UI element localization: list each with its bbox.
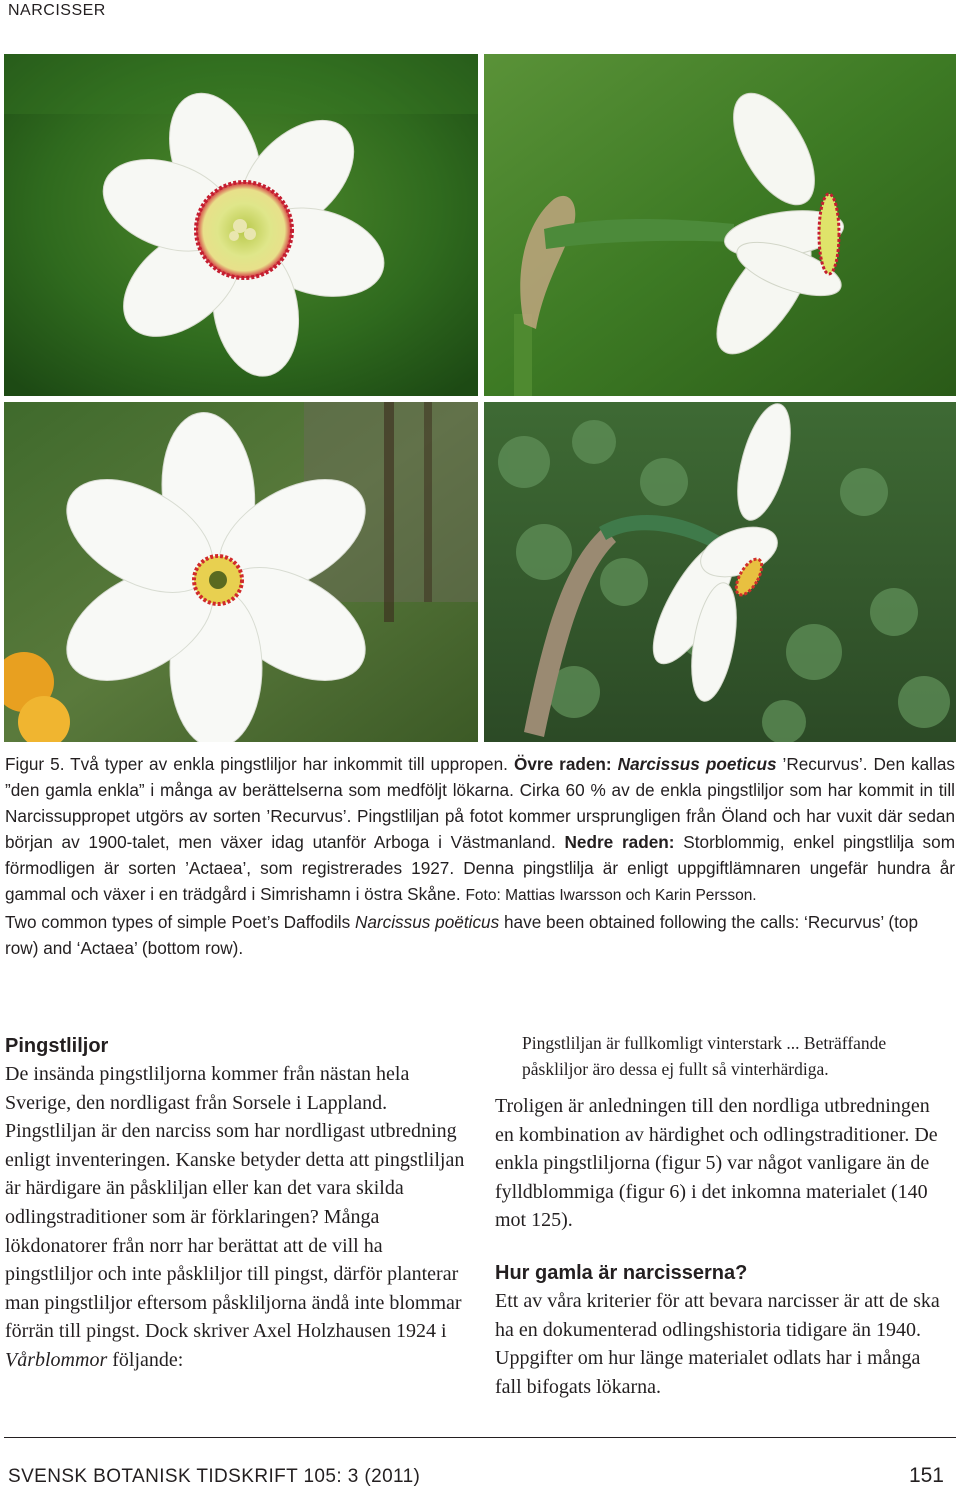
footer-divider [4,1437,956,1438]
caption-bottom-row-label: Nedre raden: [564,832,684,852]
caption-species-name: Narcissus poeticus [617,754,777,774]
book-title: Vårblommor [5,1348,108,1371]
body-paragraph: Ett av våra kriterier för att bevara narcisser är att de ska ha en dokumenterad odlingshistoria tidigare än 1940. Uppgifter om hur länge materialet odlats har i många fall bifogats lökarna. [495,1289,940,1398]
journal-footer: SVENSK BOTANISK TIDSKRIFT 105: 3 (2011) [8,1466,421,1487]
body-paragraph: De insända pingstliljorna kommer från nästan hela Sverige, den nordligast från Sorsele i Lappland. Pingstliljan är den narciss som har nordligast utbredning enligt inventeringen. Kanske betyder detta att pingstliljan är härdigare än påskliljan eller kan det vara skilda odlingstraditioner som är förklaringen? Många lökdonatorer från norr har berättat att de vill ha pingstliljor och inte påskliljor till pingst, därför planterar man pingstliljor eftersom påskliljorna ändå inte blommar förrän till pingst. Dock skriver Axel Holzhausen 1924 i Vårblommor följande: [5,1063,465,1371]
caption-text: ’Recurvus’. Den kallas ”den gamla enkla” i många av berättelserna som medföljt lökarna. Cirka 60 % av de enkla pingstliljor som har kommit in till Narcissuppropet utgörs av sorten ’Recurvus’. Pingstliljan på fotot kommer ursprungligen från Öland och har vuxit där sedan början av 1900-talet, men växer idag utanför Arboga i Västmanland. [5,754,955,852]
running-header: NARCISSER [8,2,106,19]
photo-actaea-front [4,402,478,742]
caption-text: Storblommig, enkel pingstlilja som förmodligen är sorten ’Actaea’, som registrerades 1927. Denna pingstlilja är enligt uppgiftlämnaren ungefär hundra år gammal och växer i en trädgård i Simrishamn i östra Skåne. [5,832,956,904]
caption-top-row-label: Övre raden: [513,754,618,774]
photo-recurvus-front [4,54,478,396]
caption-text: Figur 5. Två typer av enkla pingstliljor har inkommit till uppropen. [5,754,514,774]
section-heading-age: Hur gamla är narcisserna? [495,1261,748,1284]
figure-caption [5,751,955,961]
page-number: 151 [908,1464,944,1487]
photo-recurvus-side [484,54,956,396]
photo-credit: Foto: Mattias Iwarsson och Karin Persson. [465,887,757,904]
photo-actaea-side [484,402,956,742]
body-paragraph: Troligen är anledningen till den nordliga utbredningen en kombination av härdighet och odlingstraditioner. De enkla pingstliljorna (figur 5) var något vanligare än de fylldblommiga (figur 6) i det inkomna materialet (140 mot 125). [495,1095,938,1232]
left-column [5,1032,467,1375]
section-heading-pingstliljor: Pingstliljor [5,1035,109,1057]
english-caption: Two common types of simple Poet’s Daffodils Narcissus poëticus have been obtained following the calls: ‘Recurvus’ (top row) and ‘Actaea’ (bottom row). [5,912,918,958]
right-column [495,1030,950,1401]
block-quote: Pingstliljan är fullkomligt vinterstark ... Beträffande påskliljor äro dessa ej fullt så vinterhärdiga. [522,1033,887,1079]
